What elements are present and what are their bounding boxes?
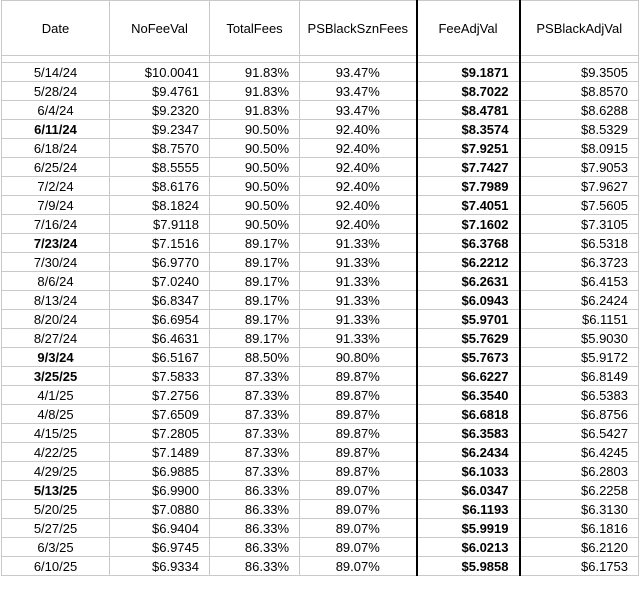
cell-psblackadjval[interactable]: $6.2803 [520,462,639,481]
cell-date[interactable]: 5/27/25 [2,519,110,538]
cell-feeadjval[interactable]: $6.2631 [417,272,520,291]
cell-psblackadjval[interactable]: $6.1151 [520,310,639,329]
cell-psblackadjval[interactable]: $8.8570 [520,82,639,101]
cell-psblacksznfees[interactable]: 90.80% [300,348,417,367]
cell-feeadjval[interactable]: $6.3540 [417,386,520,405]
cell-psblacksznfees[interactable]: 89.87% [300,386,417,405]
cell-totalfees[interactable]: 89.17% [210,310,300,329]
cell-psblackadjval[interactable]: $6.1753 [520,557,639,576]
cell-totalfees[interactable]: 87.33% [210,405,300,424]
cell-feeadjval[interactable]: $6.0213 [417,538,520,557]
cell-feeadjval[interactable]: $6.2212 [417,253,520,272]
header-psblackadjval[interactable]: PSBlackAdjVal [520,1,639,56]
cell-nofeeval[interactable]: $7.1489 [110,443,210,462]
cell-date[interactable]: 6/3/25 [2,538,110,557]
table-row [2,386,639,405]
cell-psblackadjval[interactable]: $6.2258 [520,481,639,500]
cell-feeadjval[interactable]: $7.1602 [417,215,520,234]
cell-totalfees[interactable]: 90.50% [210,196,300,215]
cell-psblacksznfees[interactable]: 89.87% [300,367,417,386]
table-row [2,82,639,101]
cell-psblacksznfees[interactable]: 89.07% [300,538,417,557]
cell-date[interactable]: 7/23/24 [2,234,110,253]
cell-feeadjval[interactable]: $6.2434 [417,443,520,462]
cell-totalfees[interactable]: 89.17% [210,272,300,291]
cell-nofeeval[interactable]: $10.0041 [110,63,210,82]
cell-feeadjval[interactable]: $8.3574 [417,120,520,139]
cell-feeadjval[interactable]: $8.4781 [417,101,520,120]
cell-feeadjval[interactable]: $6.1193 [417,500,520,519]
cell-nofeeval[interactable]: $7.9118 [110,215,210,234]
cell-psblackadjval[interactable]: $6.8149 [520,367,639,386]
cell-date[interactable]: 4/8/25 [2,405,110,424]
table-row [2,519,639,538]
cell-totalfees[interactable]: 90.50% [210,120,300,139]
cell-nofeeval[interactable]: $6.9900 [110,481,210,500]
cell-psblackadjval[interactable]: $5.9172 [520,348,639,367]
cell-feeadjval[interactable]: $6.0347 [417,481,520,500]
cell-nofeeval[interactable]: $7.2805 [110,424,210,443]
table-row [2,215,639,234]
cell-nofeeval[interactable]: $7.2756 [110,386,210,405]
cell-date[interactable]: 5/28/24 [2,82,110,101]
cell-date[interactable]: 6/11/24 [2,120,110,139]
cell-date[interactable]: 8/6/24 [2,272,110,291]
table-row [2,310,639,329]
cell-date[interactable]: 7/30/24 [2,253,110,272]
table-row [2,101,639,120]
cell-psblackadjval[interactable]: $6.1816 [520,519,639,538]
cell-date[interactable]: 8/27/24 [2,329,110,348]
cell-feeadjval[interactable]: $5.7673 [417,348,520,367]
cell-nofeeval[interactable]: $6.6954 [110,310,210,329]
spacer-row [2,56,639,63]
cell-psblackadjval[interactable]: $5.9030 [520,329,639,348]
header-row [2,1,639,56]
cell-totalfees[interactable]: 87.33% [210,462,300,481]
cell-totalfees[interactable]: 87.33% [210,424,300,443]
cell-psblacksznfees[interactable]: 91.33% [300,272,417,291]
table-row [2,272,639,291]
cell-totalfees[interactable]: 87.33% [210,443,300,462]
cell-date[interactable]: 9/3/24 [2,348,110,367]
cell-date[interactable]: 7/2/24 [2,177,110,196]
cell-psblackadjval[interactable]: $6.4245 [520,443,639,462]
table-row [2,177,639,196]
cell-psblacksznfees[interactable]: 92.40% [300,120,417,139]
cell-date[interactable]: 6/4/24 [2,101,110,120]
table-row [2,158,639,177]
table-row [2,538,639,557]
cell-nofeeval[interactable]: $8.5555 [110,158,210,177]
cell-psblackadjval[interactable]: $6.8756 [520,405,639,424]
cell-nofeeval[interactable]: $6.5167 [110,348,210,367]
header-psblacksznfees[interactable]: PSBlackSznFees [300,1,417,56]
cell-psblackadjval[interactable]: $6.4153 [520,272,639,291]
fee-table [1,0,639,576]
cell-psblacksznfees[interactable]: 91.33% [300,234,417,253]
cell-psblackadjval[interactable]: $8.6288 [520,101,639,120]
table-row [2,120,639,139]
cell-feeadjval[interactable]: $7.4051 [417,196,520,215]
table-row [2,481,639,500]
cell-nofeeval[interactable]: $7.6509 [110,405,210,424]
cell-date[interactable]: 6/25/24 [2,158,110,177]
cell-nofeeval[interactable]: $8.1824 [110,196,210,215]
cell-psblackadjval[interactable]: $8.5329 [520,120,639,139]
cell-nofeeval[interactable]: $7.5833 [110,367,210,386]
cell-totalfees[interactable]: 87.33% [210,386,300,405]
header-nofeeval[interactable]: NoFeeVal [110,1,210,56]
cell-psblackadjval[interactable]: $9.3505 [520,63,639,82]
cell-totalfees[interactable]: 91.83% [210,101,300,120]
cell-psblacksznfees[interactable]: 91.33% [300,291,417,310]
cell-psblacksznfees[interactable]: 89.07% [300,481,417,500]
cell-psblackadjval[interactable]: $6.3130 [520,500,639,519]
cell-psblackadjval[interactable]: $7.9627 [520,177,639,196]
table-row [2,348,639,367]
cell-psblacksznfees[interactable]: 89.87% [300,443,417,462]
cell-psblacksznfees[interactable]: 92.40% [300,215,417,234]
header-feeadjval[interactable]: FeeAdjVal [417,1,520,56]
cell-feeadjval[interactable]: $5.9701 [417,310,520,329]
table-body [2,56,639,576]
cell-psblacksznfees[interactable]: 89.07% [300,557,417,576]
cell-feeadjval[interactable]: $9.1871 [417,63,520,82]
cell-nofeeval[interactable]: $9.4761 [110,82,210,101]
cell-psblacksznfees[interactable]: 92.40% [300,139,417,158]
cell-totalfees[interactable]: 86.33% [210,557,300,576]
table-row [2,291,639,310]
cell-nofeeval[interactable]: $6.9745 [110,538,210,557]
cell-totalfees[interactable]: 88.50% [210,348,300,367]
cell-totalfees[interactable]: 86.33% [210,519,300,538]
cell-totalfees[interactable]: 89.17% [210,329,300,348]
cell-feeadjval[interactable]: $5.7629 [417,329,520,348]
header-date[interactable]: Date [2,1,110,56]
table-row [2,443,639,462]
cell-feeadjval[interactable]: $7.7989 [417,177,520,196]
table-row [2,557,639,576]
cell-nofeeval[interactable]: $8.6176 [110,177,210,196]
cell-psblacksznfees[interactable]: 91.33% [300,310,417,329]
cell-psblackadjval[interactable]: $6.3723 [520,253,639,272]
cell-nofeeval[interactable]: $7.1516 [110,234,210,253]
cell-totalfees[interactable]: 86.33% [210,481,300,500]
cell-nofeeval[interactable]: $6.8347 [110,291,210,310]
cell-psblacksznfees[interactable]: 89.87% [300,462,417,481]
cell-psblackadjval[interactable]: $8.0915 [520,139,639,158]
cell-feeadjval[interactable]: $6.6818 [417,405,520,424]
cell-nofeeval[interactable]: $6.9334 [110,557,210,576]
cell-psblackadjval[interactable]: $7.9053 [520,158,639,177]
cell-date[interactable]: 5/13/25 [2,481,110,500]
cell-nofeeval[interactable]: $9.2320 [110,101,210,120]
table-row [2,139,639,158]
cell-nofeeval[interactable]: $6.4631 [110,329,210,348]
cell-date[interactable]: 4/15/25 [2,424,110,443]
cell-date[interactable]: 4/29/25 [2,462,110,481]
cell-date[interactable]: 5/14/24 [2,63,110,82]
cell-totalfees[interactable]: 87.33% [210,367,300,386]
table-row [2,367,639,386]
cell-totalfees[interactable]: 86.33% [210,538,300,557]
cell-date[interactable]: 4/1/25 [2,386,110,405]
table-row [2,462,639,481]
cell-psblacksznfees[interactable]: 91.33% [300,329,417,348]
cell-date[interactable]: 6/18/24 [2,139,110,158]
cell-nofeeval[interactable]: $7.0880 [110,500,210,519]
cell-psblacksznfees[interactable]: 91.33% [300,253,417,272]
table-row [2,424,639,443]
table-row [2,329,639,348]
cell-date[interactable]: 8/20/24 [2,310,110,329]
cell-totalfees[interactable]: 89.17% [210,234,300,253]
cell-feeadjval[interactable]: $7.9251 [417,139,520,158]
cell-totalfees[interactable]: 86.33% [210,500,300,519]
cell-psblackadjval[interactable]: $6.5318 [520,234,639,253]
cell-nofeeval[interactable]: $6.9404 [110,519,210,538]
cell-psblackadjval[interactable]: $6.5383 [520,386,639,405]
cell-date[interactable]: 5/20/25 [2,500,110,519]
cell-date[interactable]: 6/10/25 [2,557,110,576]
cell-date[interactable]: 7/9/24 [2,196,110,215]
cell-date[interactable]: 8/13/24 [2,291,110,310]
cell-totalfees[interactable]: 91.83% [210,82,300,101]
cell-feeadjval[interactable]: $6.0943 [417,291,520,310]
cell-totalfees[interactable]: 91.83% [210,63,300,82]
cell-totalfees[interactable]: 90.50% [210,215,300,234]
cell-nofeeval[interactable]: $9.2347 [110,120,210,139]
cell-totalfees[interactable]: 90.50% [210,177,300,196]
cell-psblackadjval[interactable]: $6.2120 [520,538,639,557]
cell-psblackadjval[interactable]: $7.3105 [520,215,639,234]
cell-psblackadjval[interactable]: $6.2424 [520,291,639,310]
cell-totalfees[interactable]: 90.50% [210,158,300,177]
cell-feeadjval[interactable]: $7.7427 [417,158,520,177]
cell-nofeeval[interactable]: $6.9885 [110,462,210,481]
table-row [2,63,639,82]
cell-nofeeval[interactable]: $8.7570 [110,139,210,158]
cell-nofeeval[interactable]: $6.9770 [110,253,210,272]
cell-feeadjval[interactable]: $6.6227 [417,367,520,386]
cell-psblacksznfees[interactable]: 93.47% [300,63,417,82]
cell-psblacksznfees[interactable]: 93.47% [300,82,417,101]
table-row [2,234,639,253]
cell-psblacksznfees[interactable]: 92.40% [300,177,417,196]
cell-feeadjval[interactable]: $6.1033 [417,462,520,481]
cell-psblacksznfees[interactable]: 89.07% [300,519,417,538]
cell-totalfees[interactable]: 90.50% [210,139,300,158]
cell-psblackadjval[interactable]: $6.5427 [520,424,639,443]
header-totalfees[interactable]: TotalFees [210,1,300,56]
cell-date[interactable]: 7/16/24 [2,215,110,234]
cell-psblacksznfees[interactable]: 89.07% [300,500,417,519]
cell-feeadjval[interactable]: $5.9919 [417,519,520,538]
cell-date[interactable]: 3/25/25 [2,367,110,386]
table-row [2,405,639,424]
table-row [2,196,639,215]
table-row [2,253,639,272]
cell-psblacksznfees[interactable]: 89.87% [300,405,417,424]
cell-totalfees[interactable]: 89.17% [210,253,300,272]
cell-feeadjval[interactable]: $6.3583 [417,424,520,443]
cell-totalfees[interactable]: 89.17% [210,291,300,310]
cell-feeadjval[interactable]: $5.9858 [417,557,520,576]
cell-date[interactable]: 4/22/25 [2,443,110,462]
cell-psblacksznfees[interactable]: 89.87% [300,424,417,443]
table-row [2,500,639,519]
cell-psblacksznfees[interactable]: 92.40% [300,158,417,177]
cell-psblacksznfees[interactable]: 92.40% [300,196,417,215]
cell-feeadjval[interactable]: $6.3768 [417,234,520,253]
cell-psblacksznfees[interactable]: 93.47% [300,101,417,120]
cell-nofeeval[interactable]: $7.0240 [110,272,210,291]
cell-psblackadjval[interactable]: $7.5605 [520,196,639,215]
cell-feeadjval[interactable]: $8.7022 [417,82,520,101]
